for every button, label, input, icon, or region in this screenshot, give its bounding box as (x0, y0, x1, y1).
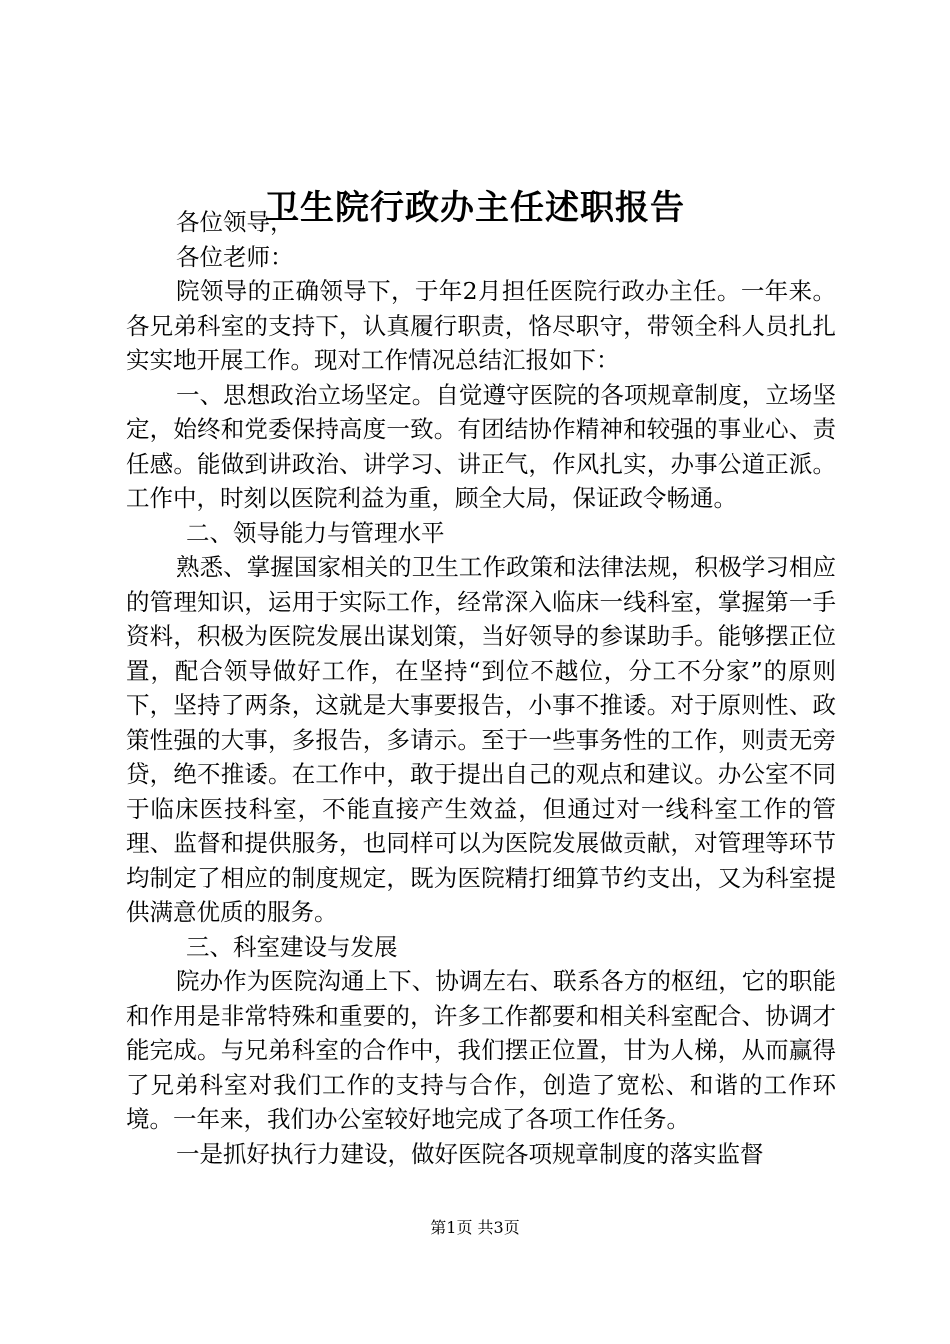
point-one-paragraph: 一是抓好执行力建设，做好医院各项规章制度的落实监督 (176, 1139, 764, 1168)
page-title: 卫生院行政办主任述职报告 (265, 188, 685, 228)
section-two-heading: 二、领导能力与管理水平 (186, 518, 445, 547)
page-number-footer: 第1页 共3页 (430, 1218, 520, 1237)
salutation-leaders: 各位领导， (176, 208, 294, 236)
salutation-teachers: 各位老师： (176, 242, 294, 271)
document-body (126, 205, 836, 1171)
section-three-paragraph: 院办作为医院沟通上下、协调左右、联系各方的枢纽，它的职能和作用是非常特殊和重要的，许多工作都要和相关科室配合、协调才能完成。与兄弟科室的合作中，我们摆正位置，甘为人梯，从而赢得了兄弟科室对我们工作的支持与合作，创造了宽松、和谐的工作环境。一年来，我们办公室较好地完成了各项工作任务。 (126, 967, 836, 1133)
intro-paragraph: 院领导的正确领导下，于年2月担任医院行政办主任。一年来。各兄弟科室的支持下，认真履行职责，恪尽职守，带领全科人员扎扎实实地开展工作。现对工作情况总结汇报如下： (126, 277, 836, 374)
section-two-paragraph: 熟悉、掌握国家相关的卫生工作政策和法律法规，积极学习相应的管理知识，运用于实际工作，经常深入临床一线科室，掌握第一手资料，积极为医院发展出谋划策，当好领导的参谋助手。能够摆正位置，配合领导做好工作，在坚持“到位不越位，分工不分家”的原则下，坚持了两条，这就是大事要报告，小事不推诿。对于原则性、政策性强的大事，多报告，多请示。至于一些事务性的工作，则责无旁贷，绝不推诿。在工作中，敢于提出自己的观点和建议。办公室不同于临床医技科室，不能直接产生效益，但通过对一线科室工作的管理、监督和提供服务，也同样可以为医院发展做贡献，对管理等环节均制定了相应的制度规定，既为医院精打细算节约支出，又为科室提供满意优质的服务。 (126, 553, 836, 926)
section-three-heading: 三、科室建设与发展 (186, 932, 398, 961)
section-one-paragraph: 一、思想政治立场坚定。自觉遵守医院的各项规章制度，立场坚定，始终和党委保持高度一致。有团结协作精神和较强的事业心、责任感。能做到讲政治、讲学习、讲正气，作风扎实，办事公道正派。工作中，时刻以医院利益为重，顾全大局，保证政令畅通。 (126, 380, 836, 512)
